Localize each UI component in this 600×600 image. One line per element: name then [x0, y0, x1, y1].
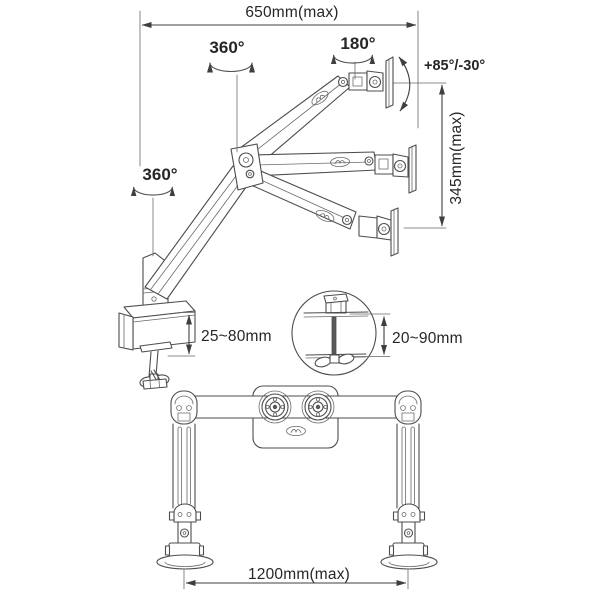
base-assembly-right: [381, 504, 437, 569]
arm-column-left: [173, 424, 195, 508]
tilt-range-label: +85°/-30°: [424, 58, 486, 74]
max-width-label: 650mm(max): [245, 4, 339, 21]
top-view-drawing: [143, 370, 437, 589]
max-height-label: 345mm(max): [448, 111, 465, 205]
dimension-20-90: [350, 314, 390, 357]
pivot-joint-left: [259, 391, 291, 423]
upper-arm-lowered: [242, 166, 398, 256]
rotation-symbol-base: [134, 187, 173, 256]
grommet-bolt: [332, 317, 336, 354]
base-assembly-left: [157, 504, 213, 569]
grommet-detail: [292, 291, 390, 375]
tilt-arc-icon: [399, 57, 410, 111]
clamp-thickness-label: 25~80mm: [201, 328, 272, 345]
monitor-arm-side-view: [143, 57, 416, 308]
max-span-label: 1200mm(max): [247, 566, 351, 583]
rotation-symbol-arm: [210, 63, 252, 152]
arm-swivel-label: 360°: [209, 38, 245, 57]
arm-end-cap-right: [395, 391, 421, 424]
base-swivel-label: 360°: [142, 165, 178, 184]
grommet-thickness-label: 20~90mm: [392, 330, 463, 347]
cross-bar: [184, 396, 408, 418]
pivot-joint-right: [302, 391, 334, 423]
vesa-rotation-label: 180°: [340, 34, 376, 53]
arm-end-cap-left: [171, 391, 197, 424]
arm-column-right: [397, 424, 419, 508]
lower-arm-beam: [145, 166, 251, 299]
